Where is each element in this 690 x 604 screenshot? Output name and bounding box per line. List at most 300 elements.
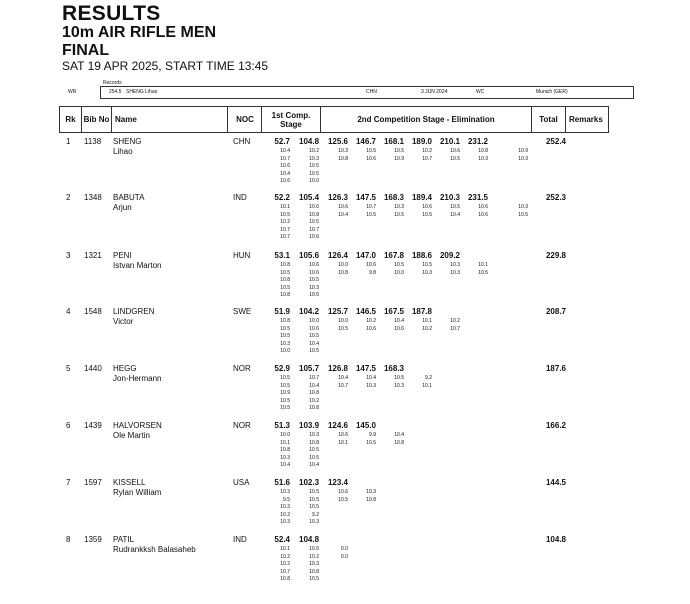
shot-score: 10.5 (309, 489, 319, 495)
total-score: 208.7 (545, 307, 566, 316)
shot-score: 10.4 (309, 340, 319, 347)
shot-score: 10.6 (478, 211, 488, 218)
athlete-last-name: PATIL (113, 535, 135, 544)
stage2-shot-column (356, 148, 376, 163)
shot-score: 10.5 (309, 348, 319, 355)
shot-score: 10.3 (280, 454, 290, 461)
shot-score: 10.1 (478, 262, 488, 268)
stage2-shot-column (328, 489, 348, 504)
shot-score: 10.5 (478, 269, 488, 276)
record-score: 254.5 (109, 89, 122, 95)
shot-score: 10.4 (394, 432, 404, 438)
shot-score: 10.3 (422, 269, 432, 276)
stage2-shot-column (328, 432, 348, 447)
stage1-score: 51.6 (274, 478, 290, 487)
shot-score: 10.5 (280, 284, 290, 291)
stage1-score: 52.4 (274, 535, 290, 544)
shot-score: 10.5 (394, 375, 404, 381)
stage1-score: 104.2 (299, 307, 320, 316)
shot-score: 10.7 (422, 155, 432, 162)
total-score: 187.6 (545, 364, 566, 373)
shot-score: 10.5 (450, 204, 460, 210)
stage2-shot-column (384, 318, 404, 333)
shot-score: 10.3 (309, 284, 319, 291)
total-score: 166.2 (545, 421, 566, 430)
event-datetime: SAT 19 APR 2025, START TIME 13:45 (62, 59, 269, 73)
stage2-score: 210.1 (439, 137, 460, 146)
athlete-noc: IND (233, 535, 247, 544)
results-table-header (59, 106, 609, 133)
shot-score: 10.5 (309, 447, 319, 454)
shot-score: 9.8 (369, 269, 376, 276)
stage1-shot-column (299, 204, 319, 242)
phase-name: FINAL (62, 42, 110, 59)
stage1-shot-column (270, 489, 290, 527)
shot-score: 10.3 (518, 204, 528, 210)
stage2-shot-column (468, 204, 488, 219)
shot-score: 10.8 (280, 576, 290, 583)
athlete-first-name: Rudrankksh Balasaheb (113, 545, 196, 554)
shot-score: 10.8 (338, 269, 348, 276)
shot-score: 10.6 (309, 262, 319, 268)
stage2-score: 126.4 (327, 251, 348, 260)
shot-score: 10.7 (338, 382, 348, 389)
shot-score: 10.6 (478, 204, 488, 210)
records-label: Records (103, 80, 122, 86)
shot-score: 10.6 (309, 204, 319, 210)
shot-score: 10.8 (280, 318, 290, 324)
shot-score: 10.6 (338, 432, 348, 438)
stage2-score: 146.7 (355, 137, 376, 146)
shot-score: 10.0 (338, 262, 348, 268)
col-remarks: Remarks (569, 115, 603, 124)
stage2-score: 146.5 (355, 307, 376, 316)
shot-score: 10.8 (309, 439, 319, 446)
stage2-shot-column (356, 432, 376, 447)
shot-score: 10.4 (280, 170, 290, 177)
col-name: Name (112, 107, 228, 132)
shot-score: 10.0 (280, 432, 290, 438)
col-bib: Bib No (82, 107, 112, 132)
stage2-shot-column (440, 262, 460, 277)
shot-score: 10.4 (450, 211, 460, 218)
shot-score: 10.5 (422, 262, 432, 268)
stage1-shot-column (270, 375, 290, 413)
stage2-shot-column (328, 546, 348, 561)
rank: 4 (66, 307, 71, 316)
shot-score: 10.2 (366, 318, 376, 324)
shot-score: 10.4 (338, 375, 348, 381)
shot-score: 10.3 (280, 489, 290, 495)
shot-score: 10.5 (280, 211, 290, 218)
total-score: 252.3 (545, 193, 566, 202)
bib-number: 1138 (84, 137, 102, 146)
stage1-score: 52.9 (274, 364, 290, 373)
shot-score: 10.3 (280, 340, 290, 347)
shot-score: 10.8 (309, 390, 319, 397)
shot-score: 10.2 (422, 325, 432, 332)
stage2-score: 147.0 (355, 251, 376, 260)
stage1-shot-column (299, 375, 319, 413)
stage1-shot-column (270, 148, 290, 186)
stage2-score: 168.3 (383, 193, 404, 202)
stage2-shot-column (384, 432, 404, 447)
rank: 1 (66, 137, 71, 146)
stage2-shot-column (508, 148, 528, 163)
stage2-score: 231.5 (467, 193, 488, 202)
athlete-noc: HUN (233, 251, 251, 260)
athlete-noc: NOR (233, 421, 251, 430)
shot-score: 10.6 (338, 204, 348, 210)
shot-score: 10.4 (280, 462, 290, 469)
bib-number: 1348 (84, 193, 102, 202)
record-place: Munich (GER) (536, 89, 568, 95)
shot-score: 10.2 (309, 397, 319, 404)
stage1-score: 105.7 (299, 364, 320, 373)
shot-score: 10.5 (394, 211, 404, 218)
bib-number: 1439 (84, 421, 102, 430)
stage1-shot-column (270, 204, 290, 242)
event-name: 10m AIR RIFLE MEN (62, 24, 217, 41)
shot-score: 9.9 (369, 432, 376, 438)
shot-score: 10.5 (309, 170, 319, 177)
athlete-last-name: KISSELL (113, 478, 146, 487)
shot-score: 10.0 (338, 318, 348, 324)
stage2-score: 187.8 (411, 307, 432, 316)
shot-score: 10.8 (280, 277, 290, 284)
shot-score: 9.5 (283, 496, 290, 503)
stage2-score: 126.3 (327, 193, 348, 202)
shot-score: 10.5 (309, 277, 319, 284)
shot-score: 10.5 (518, 211, 528, 218)
shot-score: 10.4 (394, 318, 404, 324)
stage2-score: 123.4 (327, 478, 348, 487)
total-score: 104.8 (545, 535, 566, 544)
shot-score: 10.0 (394, 269, 404, 276)
stage2-score: 145.0 (355, 421, 376, 430)
stage1-shot-column (299, 148, 319, 186)
shot-score: 10.5 (422, 211, 432, 218)
stage1-shot-column (270, 432, 290, 470)
shot-score: 10.3 (309, 561, 319, 568)
shot-score: 10.6 (422, 204, 432, 210)
shot-score: 10.1 (338, 439, 348, 446)
total-score: 252.4 (545, 137, 566, 146)
stage2-score: 189.4 (411, 193, 432, 202)
stage2-score: 168.3 (383, 364, 404, 373)
shot-score: 10.5 (280, 397, 290, 404)
shot-score: 10.2 (450, 318, 460, 324)
shot-score: 10.3 (450, 262, 460, 268)
stage2-score: 167.5 (383, 307, 404, 316)
shot-score: 10.2 (280, 561, 290, 568)
shot-score: 10.1 (280, 204, 290, 210)
rank: 2 (66, 193, 71, 202)
athlete-last-name: BABUTA (113, 193, 145, 202)
shot-score: 10.3 (366, 382, 376, 389)
athlete-noc: SWE (233, 307, 252, 316)
shot-score: 10.5 (309, 292, 319, 299)
stage1-shot-column (299, 318, 319, 356)
stage1-shot-column (299, 546, 319, 584)
stage2-shot-column (356, 489, 376, 504)
bib-number: 1321 (84, 251, 102, 260)
shot-score: 10.9 (518, 148, 528, 154)
stage2-shot-column (328, 262, 348, 277)
bib-number: 1440 (84, 364, 102, 373)
shot-score: 10.9 (394, 155, 404, 162)
shot-score: 10.5 (280, 382, 290, 389)
athlete-first-name: Arjun (113, 203, 132, 212)
stage2-score: 210.3 (439, 193, 460, 202)
shot-score: 10.1 (422, 382, 432, 389)
shot-score: 10.6 (394, 325, 404, 332)
shot-score: 10.1 (422, 318, 432, 324)
shot-score: 10.2 (422, 148, 432, 154)
shot-score: 10.5 (280, 333, 290, 340)
stage2-shot-column (508, 204, 528, 219)
stage1-score: 105.6 (299, 251, 320, 260)
stage2-shot-column (440, 204, 460, 219)
shot-score: 10.3 (394, 382, 404, 389)
stage2-shot-column (384, 262, 404, 277)
shot-score: 10.2 (280, 511, 290, 518)
stage2-shot-column (412, 148, 432, 163)
shot-score: 10.6 (280, 163, 290, 170)
athlete-last-name: SHENG (113, 137, 142, 146)
shot-score: 10.7 (450, 325, 460, 332)
athlete-first-name: Ole Martin (113, 431, 150, 440)
athlete-last-name: LINDGREN (113, 307, 155, 316)
shot-score: 10.5 (366, 439, 376, 446)
shot-score: 10.6 (366, 262, 376, 268)
shot-score: 9.2 (312, 511, 319, 518)
stage2-shot-column (328, 375, 348, 390)
shot-score: 10.6 (280, 178, 290, 185)
shot-score: 10.5 (309, 163, 319, 170)
shot-score: 10.3 (309, 519, 319, 526)
shot-score: 10.8 (280, 262, 290, 268)
stage2-score: 231.2 (467, 137, 488, 146)
shot-score: 10.6 (309, 234, 319, 241)
record-noc: CHN (366, 89, 377, 95)
shot-score: 10.5 (309, 333, 319, 340)
stage1-shot-column (299, 262, 319, 300)
shot-score: 10.3 (366, 489, 376, 495)
stage1-score: 104.8 (299, 137, 320, 146)
shot-score: 10.5 (338, 325, 348, 332)
shot-score: 10.7 (309, 226, 319, 233)
shot-score: 10.5 (309, 576, 319, 583)
rank: 5 (66, 364, 71, 373)
shot-score: 10.5 (309, 496, 319, 503)
shot-score: 10.4 (366, 375, 376, 381)
shot-score: 10.0 (309, 178, 319, 185)
shot-score: 10.5 (280, 375, 290, 381)
bib-number: 1359 (84, 535, 102, 544)
shot-score: 10.5 (366, 148, 376, 154)
shot-score: 10.8 (366, 496, 376, 503)
shot-score: 10.3 (518, 155, 528, 162)
stage2-score: 125.6 (327, 137, 348, 146)
stage2-shot-column (356, 375, 376, 390)
col-stage1: 1st Comp. Stage (262, 107, 321, 132)
athlete-first-name: Rylan William (113, 488, 162, 497)
stage1-score: 51.3 (274, 421, 290, 430)
shot-score: 10.2 (280, 553, 290, 560)
stage2-shot-column (468, 148, 488, 163)
shot-score: 10.7 (280, 234, 290, 241)
shot-score: 10.5 (280, 405, 290, 412)
shot-score: 10.3 (338, 148, 348, 154)
stage1-score: 53.1 (274, 251, 290, 260)
shot-score: 10.3 (280, 519, 290, 526)
stage2-shot-column (384, 375, 404, 390)
stage1-score: 103.9 (299, 421, 320, 430)
shot-score: 10.6 (338, 489, 348, 495)
rank: 7 (66, 478, 71, 487)
shot-score: 10.7 (366, 204, 376, 210)
athlete-last-name: HALVORSEN (113, 421, 162, 430)
shot-score: 10.5 (309, 504, 319, 511)
athlete-first-name: Jon-Hermann (113, 374, 162, 383)
shot-score: 10.8 (478, 148, 488, 154)
shot-score: 10.5 (280, 325, 290, 332)
shot-score: 10.6 (366, 155, 376, 162)
athlete-noc: IND (233, 193, 247, 202)
records-box (100, 86, 634, 99)
shot-score: 10.2 (280, 219, 290, 226)
shot-score: 10.1 (280, 439, 290, 446)
stage1-shot-column (299, 489, 319, 527)
rank: 8 (66, 535, 71, 544)
shot-score: 10.4 (309, 382, 319, 389)
shot-score: 10.7 (280, 155, 290, 162)
shot-score: 10.8 (280, 292, 290, 299)
col-noc: NOC (229, 107, 262, 132)
shot-score: 10.6 (309, 325, 319, 332)
shot-score: 0.0 (341, 546, 348, 552)
athlete-last-name: HEGG (113, 364, 137, 373)
stage1-score: 51.9 (274, 307, 290, 316)
stage1-score: 52.7 (274, 137, 290, 146)
shot-score: 10.9 (280, 390, 290, 397)
stage1-score: 105.4 (299, 193, 320, 202)
stage2-shot-column (412, 262, 432, 277)
stage2-score: 167.8 (383, 251, 404, 260)
stage2-score: 168.1 (383, 137, 404, 146)
results-header (62, 4, 268, 73)
stage2-score: 124.6 (327, 421, 348, 430)
stage2-shot-column (440, 318, 460, 333)
shot-score: 10.4 (280, 148, 290, 154)
shot-score: 10.0 (309, 318, 319, 324)
stage1-shot-column (270, 318, 290, 356)
shot-score: 10.3 (309, 155, 319, 162)
shot-score: 10.8 (309, 211, 319, 218)
stage2-shot-column (356, 262, 376, 277)
athlete-noc: NOR (233, 364, 251, 373)
stage2-score: 188.6 (411, 251, 432, 260)
stage2-shot-column (440, 148, 460, 163)
rank: 3 (66, 251, 71, 260)
athlete-first-name: Lihao (113, 147, 133, 156)
stage2-score: 209.2 (439, 251, 460, 260)
shot-score: 10.8 (280, 447, 290, 454)
stage2-shot-column (356, 204, 376, 219)
stage1-shot-column (270, 546, 290, 584)
page-title: RESULTS (62, 2, 161, 25)
shot-score: 10.1 (280, 546, 290, 552)
shot-score: 10.3 (478, 155, 488, 162)
stage2-score: 126.8 (327, 364, 348, 373)
stage2-score: 147.5 (355, 364, 376, 373)
athlete-last-name: PENI (113, 251, 132, 260)
shot-score: 10.3 (280, 504, 290, 511)
athlete-first-name: Istvan Marton (113, 261, 162, 270)
stage2-shot-column (328, 148, 348, 163)
stage1-shot-column (270, 262, 290, 300)
shot-score: 10.5 (366, 211, 376, 218)
stage1-shot-column (299, 432, 319, 470)
shot-score: 9.2 (425, 375, 432, 381)
stage2-shot-column (412, 204, 432, 219)
stage1-score: 104.8 (299, 535, 320, 544)
shot-score: 10.5 (309, 454, 319, 461)
stage2-score: 125.7 (327, 307, 348, 316)
total-score: 229.8 (545, 251, 566, 260)
stage2-shot-column (384, 204, 404, 219)
shot-score: 10.5 (394, 148, 404, 154)
stage2-shot-column (412, 318, 432, 333)
stage2-score: 147.5 (355, 193, 376, 202)
shot-score: 10.7 (280, 568, 290, 575)
stage2-shot-column (328, 318, 348, 333)
shot-score: 10.3 (450, 269, 460, 276)
shot-score: 10.5 (450, 155, 460, 162)
rank: 6 (66, 421, 71, 430)
shot-score: 10.8 (309, 568, 319, 575)
record-date: 3 JUN 2024 (421, 89, 448, 95)
record-athlete: SHENG Lihao (126, 89, 158, 95)
record-type: WR (68, 89, 77, 95)
shot-score: 10.5 (280, 269, 290, 276)
shot-score: 0.0 (341, 553, 348, 560)
stage2-score: 189.0 (411, 137, 432, 146)
col-rank: Rk (60, 107, 82, 132)
stage2-shot-column (468, 262, 488, 277)
stage2-shot-column (328, 204, 348, 219)
stage2-shot-column (412, 375, 432, 390)
bib-number: 1548 (84, 307, 102, 316)
shot-score: 10.2 (309, 553, 319, 560)
shot-score: 10.5 (338, 496, 348, 503)
bib-number: 1597 (84, 478, 102, 487)
shot-score: 10.3 (309, 432, 319, 438)
stage1-score: 102.3 (299, 478, 320, 487)
shot-score: 10.8 (394, 439, 404, 446)
shot-score: 10.5 (394, 262, 404, 268)
shot-score: 10.7 (280, 226, 290, 233)
athlete-noc: CHN (233, 137, 251, 146)
shot-score: 10.0 (280, 348, 290, 355)
shot-score: 10.4 (338, 211, 348, 218)
stage1-score: 52.2 (274, 193, 290, 202)
shot-score: 10.8 (338, 155, 348, 162)
total-score: 144.5 (545, 478, 566, 487)
athlete-noc: USA (233, 478, 250, 487)
stage2-shot-column (384, 148, 404, 163)
